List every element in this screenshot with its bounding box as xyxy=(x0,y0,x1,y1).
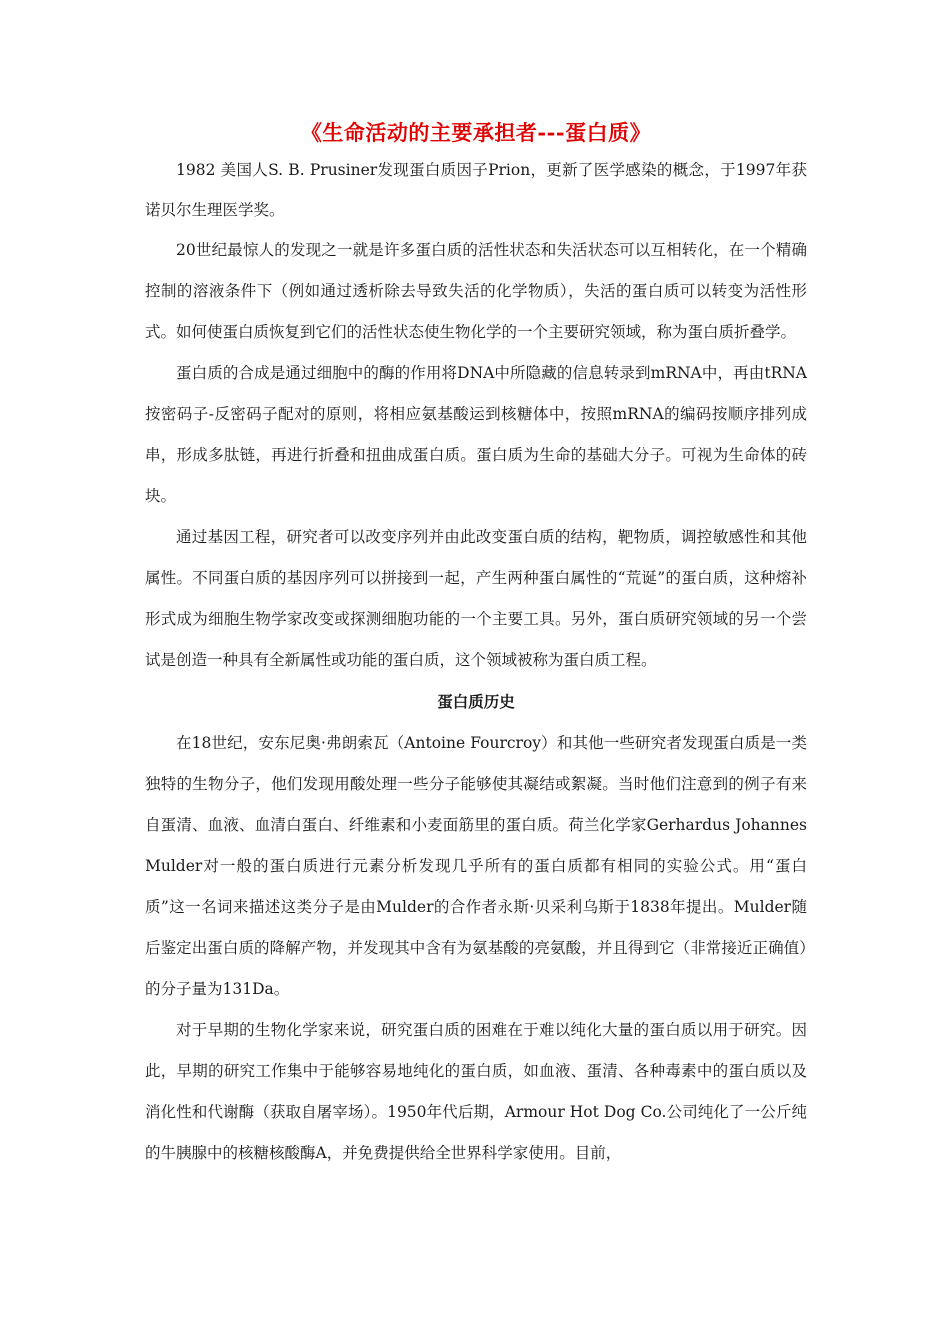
paragraph-history-purification: 对于早期的生物化学家来说，研究蛋白质的困难在于难以纯化大量的蛋白质以用于研究。因此，早期的研究工作集中于能够容易地纯化的蛋白质，如血液、蛋清、各种毒素中的蛋白质以及消化性和代谢酶（获取自屠宰场）。1950年代后期，Armour Hot Dog Co.公司纯化了一公斤纯的牛胰腺中的核糖核酸酶A，并免费提供给全世界科学家使用。目前， xyxy=(145,1021,807,1162)
paragraph-protein-engineering: 通过基因工程，研究者可以改变序列并由此改变蛋白质的结构，靶物质，调控敏感性和其他属性。不同蛋白质的基因序列可以拼接到一起，产生两种蛋白属性的“荒诞”的蛋白质，这种熔补形式成为细胞生物学家改变或探测细胞功能的一个主要工具。另外，蛋白质研究领域的另一个尝试是创造一种具有全新属性或功能的蛋白质，这个领域被称为蛋白质工程。 xyxy=(145,528,807,669)
document-body xyxy=(145,116,807,1174)
paragraph-history-18th-century: 在18世纪，安东尼奥·弗朗索瓦（Antoine Fourcroy）和其他一些研究者发现蛋白质是一类独特的生物分子，他们发现用酸处理一些分子能够使其凝结或絮凝。当时他们注意到的例子有来自蛋清、血液、血清白蛋白、纤维素和小麦面筋里的蛋白质。荷兰化学家Gerhardus Johannes Mulder对一般的蛋白质进行元素分析发现几乎所有的蛋白质都有相同的实验公式。用“蛋白质”这一名词来描述这类分子是由Mulder的合作者永斯·贝采利乌斯于1838年提出。Mulder随后鉴定出蛋白质的降解产物，并发现其中含有为氨基酸的亮氨酸，并且得到它（非常接近正确值）的分子量为131Da。 xyxy=(145,734,807,998)
paragraph-prion: 1982 美国人S. B. Prusiner发现蛋白质因子Prion，更新了医学感染的概念，于1997年获诺贝尔生理医学奖。 xyxy=(145,161,807,219)
paragraph-protein-synthesis: 蛋白质的合成是通过细胞中的酶的作用将DNA中所隐藏的信息转录到mRNA中，再由tRNA按密码子-反密码子配对的原则，将相应氨基酸运到核糖体中，按照mRNA的编码按顺序排列成串，形成多肽链，再进行折叠和扭曲成蛋白质。蛋白质为生命的基础大分子。可视为生命体的砖块。 xyxy=(145,364,807,505)
paragraph-protein-folding: 20世纪最惊人的发现之一就是许多蛋白质的活性状态和失活状态可以互相转化，在一个精确控制的溶液条件下（例如通过透析除去导致失活的化学物质），失活的蛋白质可以转变为活性形式。如何使蛋白质恢复到它们的活性状态使生物化学的一个主要研究领域，称为蛋白质折叠学。 xyxy=(145,241,807,341)
section-heading-history: 蛋白质历史 xyxy=(437,692,515,711)
document-title: 《生命活动的主要承担者---蛋白质》 xyxy=(300,120,652,145)
